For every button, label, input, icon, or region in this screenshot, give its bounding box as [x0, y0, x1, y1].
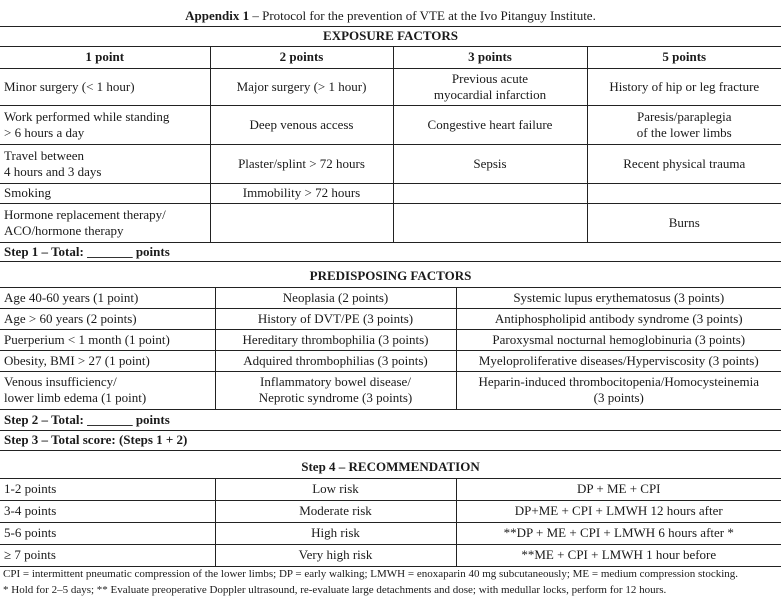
exposure-cell: Recent physical trauma [587, 144, 781, 183]
predisposing-row [0, 371, 781, 409]
recommendation-cell: 3-4 points [0, 500, 215, 522]
recommendation-cell: Moderate risk [215, 500, 456, 522]
exposure-cell: Burns [668, 214, 700, 230]
exposure-cell: Immobility > 72 hours [210, 183, 393, 203]
exposure-cell: Hormone replacement therapy/ ACO/hormone therapy [0, 203, 210, 242]
predisposing-row [0, 308, 781, 329]
predisposing-cell: Puerperium < 1 month (1 point) [0, 329, 215, 350]
predisposing-factors-table [0, 265, 781, 451]
exposure-cell: Travel between 4 hours and 3 days [0, 144, 210, 183]
exposure-header-row [0, 46, 781, 68]
predisposing-rows [0, 287, 781, 409]
exposure-cell: Plaster/splint > 72 hours [210, 144, 393, 183]
points-header: 2 points [210, 46, 393, 68]
exposure-cell: Sepsis [393, 144, 587, 183]
predisposing-cell: Inflammatory bowel disease/ Neprotic syndrome (3 points) [215, 371, 456, 409]
exposure-row [0, 144, 781, 183]
predisposing-cell: Systemic lupus erythematosus (3 points) [456, 287, 781, 308]
predisposing-cell: Paroxysmal nocturnal hemoglobinuria (3 points) [456, 329, 781, 350]
recommendation-cell: Low risk [215, 478, 456, 500]
exposure-cell: Previous acute myocardial infarction [393, 68, 587, 105]
predisposing-cell: Venous insufficiency/ lower limb edema (1 point) [0, 371, 215, 409]
recommendation-row [0, 500, 781, 522]
exposure-cell [393, 203, 587, 242]
step3-total-score: Step 3 – Total score: (Steps 1 + 2) [0, 430, 781, 450]
predisposing-factors-title: PREDISPOSING FACTORS [0, 265, 781, 287]
recommendation-table [0, 456, 781, 567]
predisposing-row [0, 350, 781, 371]
predisposing-row [0, 287, 781, 308]
step2-total: Step 2 – Total: _______ points [0, 409, 781, 430]
recommendation-cell: **DP + ME + CPI + LMWH 6 hours after * [456, 522, 781, 544]
recommendation-row [0, 544, 781, 566]
exposure-cell: Major surgery (> 1 hour) [210, 68, 393, 105]
recommendation-cell: DP + ME + CPI [456, 478, 781, 500]
exposure-cell [210, 203, 393, 242]
predisposing-cell: History of DVT/PE (3 points) [215, 308, 456, 329]
recommendation-cell: High risk [215, 522, 456, 544]
step1-total: Step 1 – Total: _______ points [0, 242, 781, 261]
exposure-row [0, 203, 781, 242]
table-caption [0, 6, 781, 26]
recommendation-cell: DP+ME + CPI + LMWH 12 hours after [456, 500, 781, 522]
exposure-cell [393, 183, 587, 203]
recommendation-cell: ≥ 7 points [0, 544, 215, 566]
recommendation-cell: **ME + CPI + LMWH 1 hour before [456, 544, 781, 566]
recommendation-rows [0, 478, 781, 566]
predisposing-cell: Heparin-induced thrombocitopenia/Homocysteinemia (3 points) [478, 374, 759, 405]
footnote-abbreviations: CPI = intermittent pneumatic compression of the lower limbs; DP = early walking; LMWH = enoxaparin 40 mg subcutaneously; ME = medium compression stocking. [3, 568, 739, 580]
points-header: 1 point [0, 46, 210, 68]
exposure-row [0, 68, 781, 105]
exposure-cell: History of hip or leg fracture [587, 68, 781, 105]
predisposing-cell: Age > 60 years (2 points) [0, 308, 215, 329]
predisposing-row [0, 329, 781, 350]
exposure-cell: Work performed while standing > 6 hours a day [0, 105, 210, 144]
exposure-cell [587, 183, 781, 203]
predisposing-cell: Hereditary thrombophilia (3 points) [215, 329, 456, 350]
recommendation-cell: 5-6 points [0, 522, 215, 544]
points-header: 5 points [587, 46, 781, 68]
footnote-notes: * Hold for 2–5 days; ** Evaluate preoperative Doppler ultrasound, re-evaluate large detachments and dose; with medullar locks, perform for 12 hours. [3, 584, 667, 596]
predisposing-cell: Age 40-60 years (1 point) [0, 287, 215, 308]
exposure-cell: Congestive heart failure [393, 105, 587, 144]
predisposing-cell: Myeloproliferative diseases/Hyperviscosity (3 points) [456, 350, 781, 371]
predisposing-cell: Adquired thrombophilias (3 points) [215, 350, 456, 371]
predisposing-cell: Obesity, BMI > 27 (1 point) [0, 350, 215, 371]
recommendation-title: Step 4 – RECOMMENDATION [0, 456, 781, 478]
recommendation-row [0, 522, 781, 544]
caption-label: Appendix 1 [185, 8, 250, 23]
exposure-cell: Deep venous access [210, 105, 393, 144]
recommendation-row [0, 478, 781, 500]
caption-text: – Protocol for the prevention of VTE at the Ivo Pitanguy Institute. [249, 8, 596, 23]
exposure-factors-table [0, 26, 781, 262]
exposure-rows [0, 68, 781, 242]
predisposing-cell: Antiphospholipid antibody syndrome (3 points) [456, 308, 781, 329]
exposure-cell: Paresis/paraplegia of the lower limbs [587, 105, 781, 144]
points-header: 3 points [393, 46, 587, 68]
exposure-row [0, 183, 781, 203]
predisposing-cell: Neoplasia (2 points) [215, 287, 456, 308]
exposure-row [0, 105, 781, 144]
exposure-cell: Smoking [0, 183, 210, 203]
recommendation-cell: 1-2 points [0, 478, 215, 500]
exposure-cell: Minor surgery (< 1 hour) [0, 68, 210, 105]
recommendation-cell: Very high risk [215, 544, 456, 566]
exposure-factors-title: EXPOSURE FACTORS [0, 26, 781, 46]
